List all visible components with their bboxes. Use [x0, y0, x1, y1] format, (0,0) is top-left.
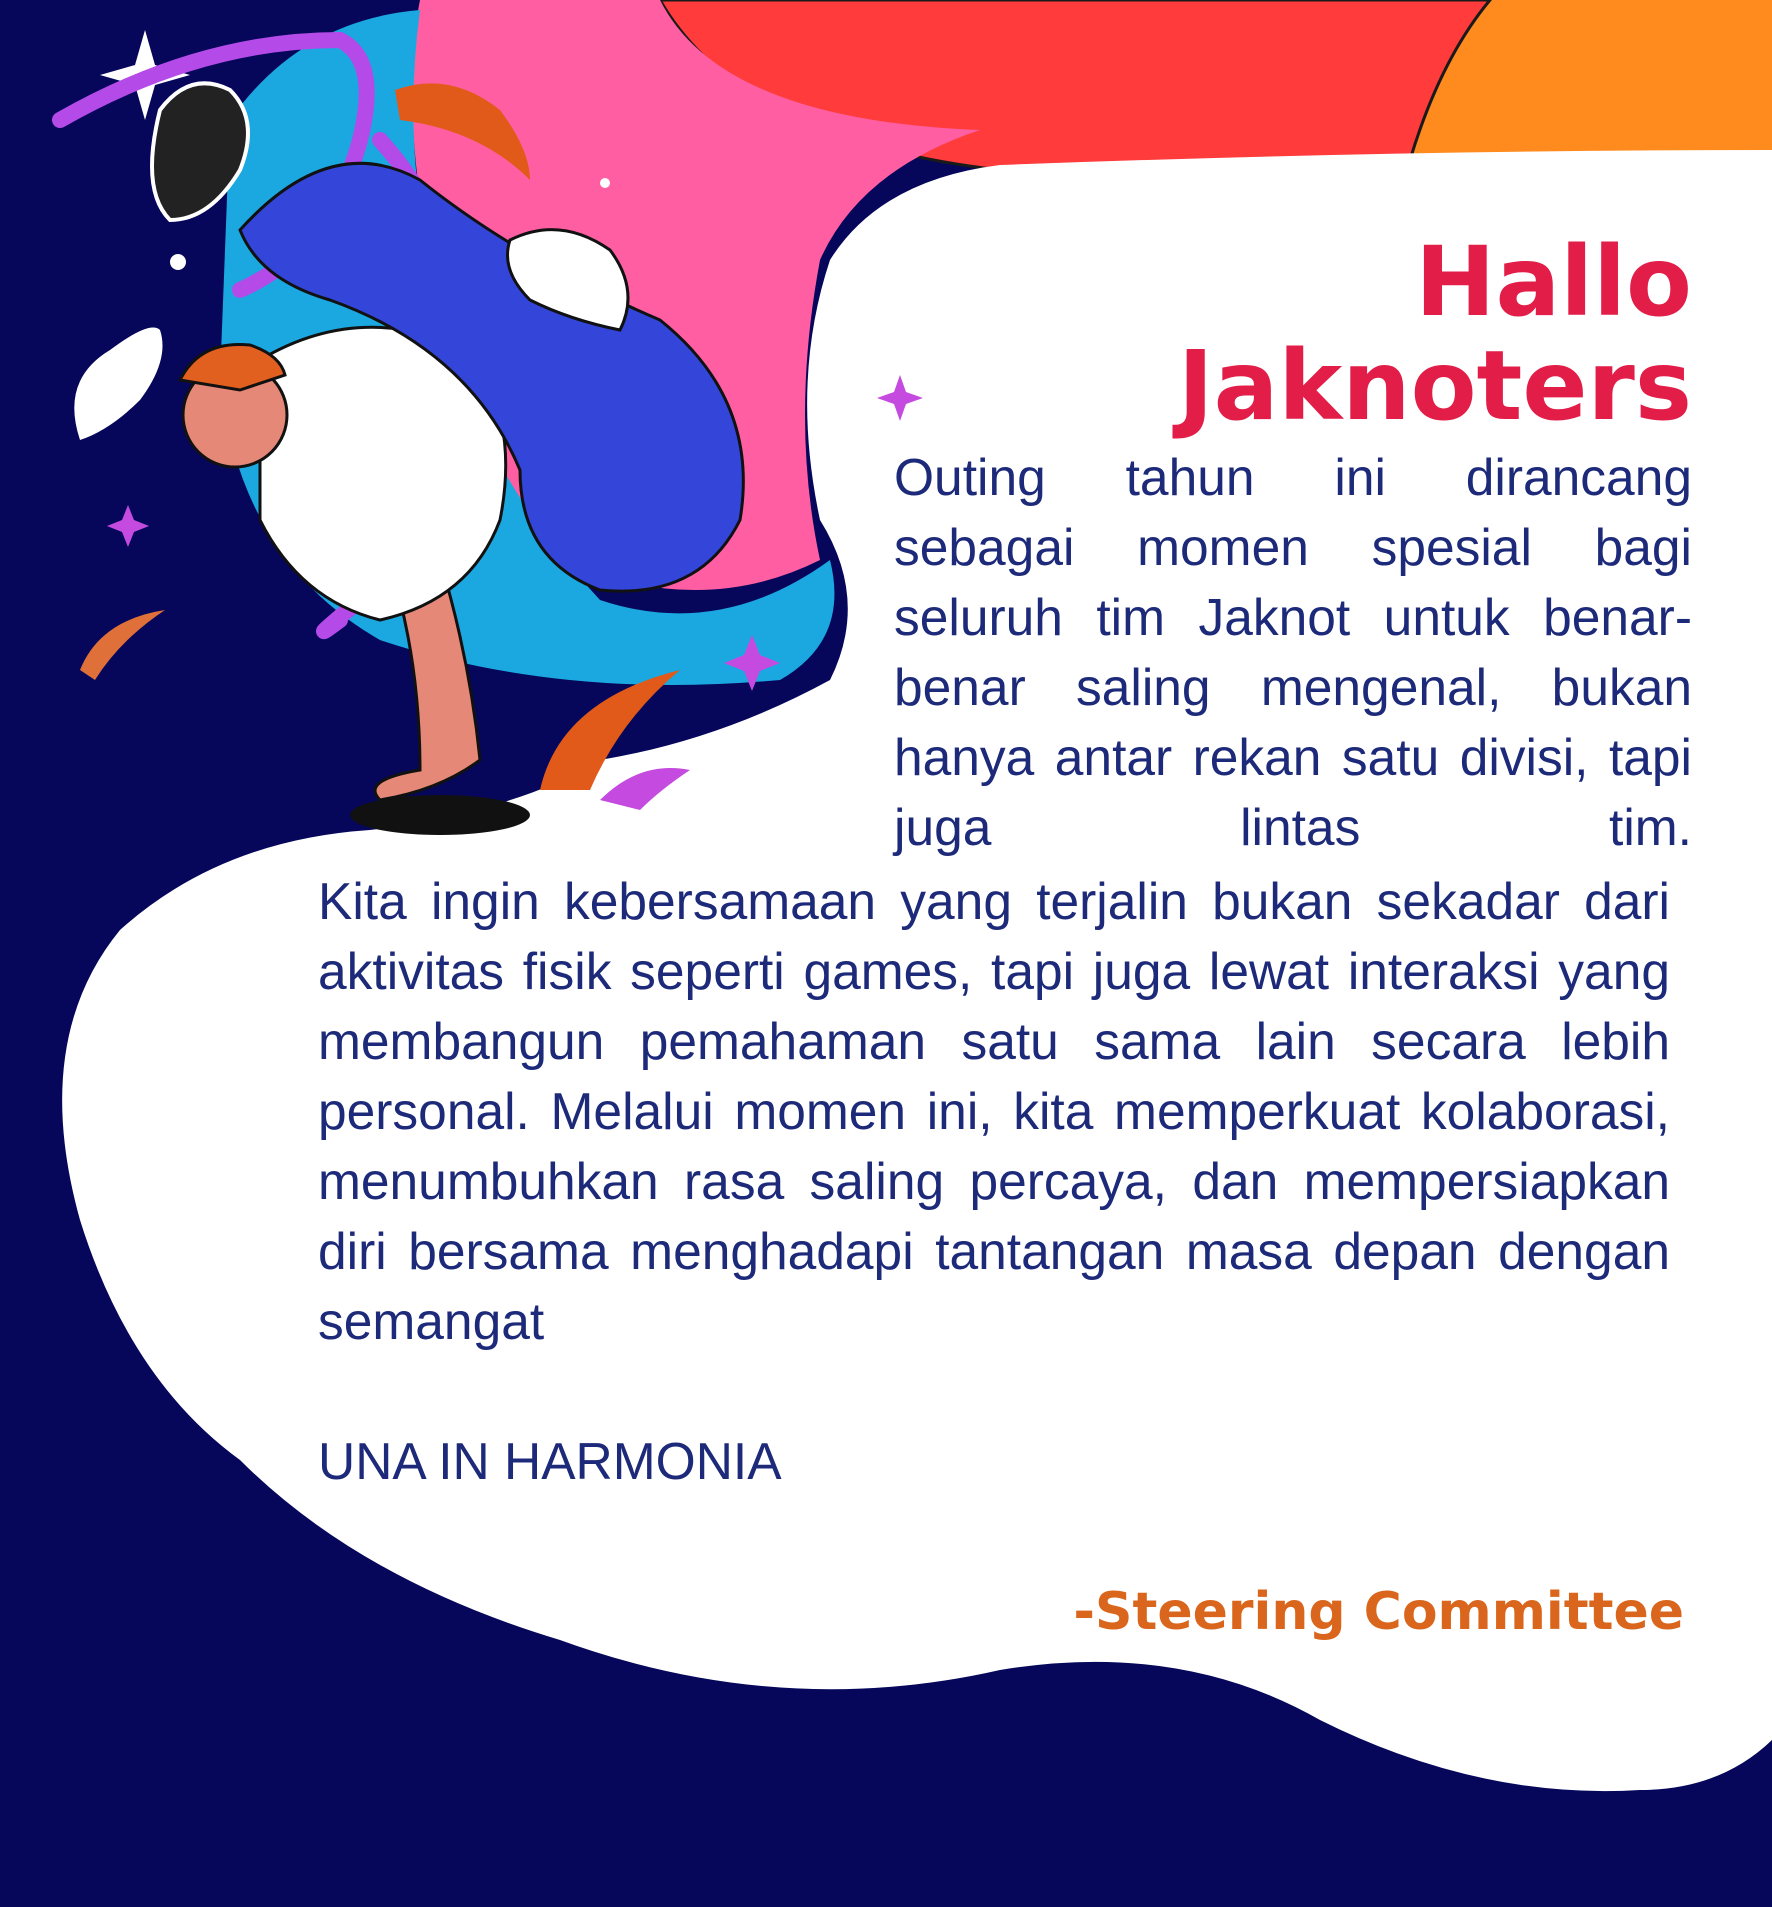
heart-icon — [74, 328, 162, 441]
paint-splash-icon — [80, 610, 165, 680]
intro-paragraph: Outing tahun ini dirancang sebagai momen spesial bagi seluruh tim Jaknot untuk benar-benar saling mengenal, bukan hanya antar rekan satu divisi, tapi juga lintas tim. — [894, 448, 1692, 856]
main-paragraph: Kita ingin kebersamaan yang terjalin bukan sekadar dari aktivitas fisik seperti games, tapi juga lewat interaksi yang membangun pemahaman satu sama lain secara lebih personal. Melalui momen ini, kita memperkuat kolaborasi, menumbuhkan rasa saling percaya, dan mempersiapkan diri bersama menghadapi tantangan masa depan dengan semangat — [318, 872, 1670, 1350]
greeting-title-line2: Jaknoters — [1177, 330, 1692, 442]
greeting-title — [992, 226, 1692, 442]
greeting-title-line1: Hallo — [1415, 226, 1692, 338]
signature: -Steering Committee — [1073, 1582, 1684, 1642]
dot-decoration — [600, 178, 610, 188]
closing-motto: UNA IN HARMONIA — [318, 1432, 782, 1490]
floor-shadow — [350, 795, 530, 835]
dot-decoration — [170, 254, 186, 270]
